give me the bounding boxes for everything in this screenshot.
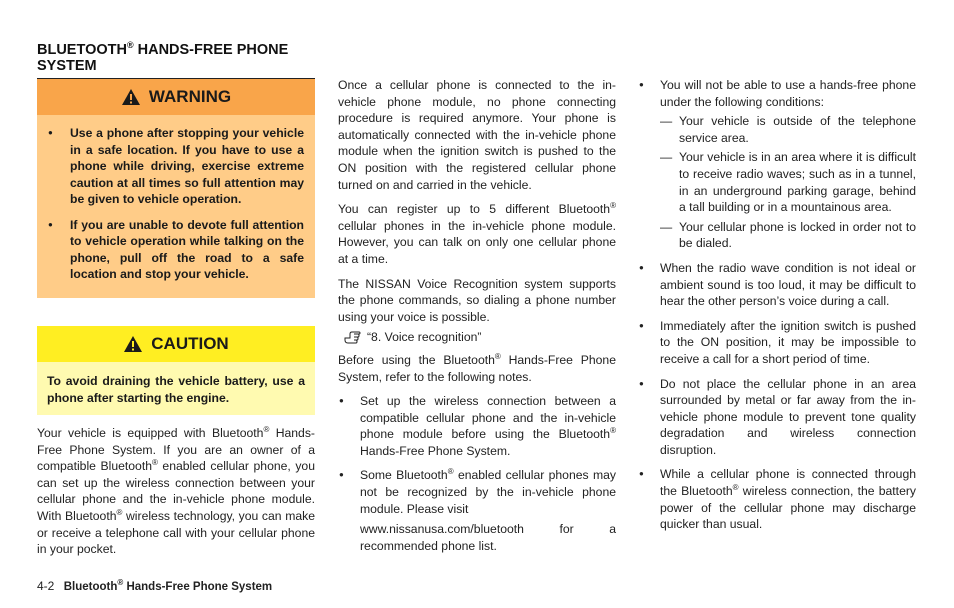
warning-item: ● If you are unable to devote full attention to vehicle operation while talking on the phone, pull off the road to a safe location and stop your vehicle.: [48, 217, 304, 283]
paragraph: You can register up to 5 different Bluetooth® cellular phones in the in-vehicle phone module. However, you can talk on only one cellular phone at a time.: [338, 201, 616, 266]
column-3: [638, 77, 916, 541]
list-item: ● Immediately after the ignition switch is pushed to the ON position, it may be impossible to receive a call for a short period of time.: [638, 318, 916, 368]
warning-triangle-icon: [121, 88, 141, 106]
intro-paragraph: Your vehicle is equipped with Bluetooth® Hands-Free Phone System. If you are an owner of a compatible Bluetooth® enabled cellular phone, you can set up the wireless connection between your cellular phone and the in-vehicle phone module. With Bluetooth® wireless technology, you can make or receive a telephone call with your cellular phone in your pocket.: [37, 424, 315, 557]
page-number: 4-2: [37, 578, 55, 593]
column-2: [338, 77, 616, 562]
paragraph: Once a cellular phone is connected to the in-vehicle phone module, no phone connecting procedure is required anymore. Your phone is automatically connected with the in-vehicle phone module when the ignition switch is pushed to the ON position with the registered cellular phone turned on and carried in the vehicle.: [338, 78, 616, 192]
warning-box: [37, 79, 315, 298]
list-item: ● Set up the wireless connection between a compatible cellular phone and the in-vehicle phone module before using the Bluetooth® Hands-Free Phone System.: [338, 393, 616, 459]
warning-list: [37, 115, 315, 298]
warning-triangle-icon: [123, 335, 143, 353]
column-1-text: [37, 425, 315, 566]
condition-list: [660, 113, 916, 252]
section-title: BLUETOOTH® HANDS-FREE PHONE SYSTEM: [37, 37, 315, 80]
cross-reference[interactable]: [344, 329, 616, 346]
list-item: ● When the radio wave condition is not ideal or ambient sound is too loud, it may be difficult to hear the other person’s voice during a call.: [638, 260, 916, 310]
website-link[interactable]: www.nissanusa.com/bluetooth for a recommended phone list.: [360, 522, 616, 553]
notes-list: [638, 77, 916, 533]
caution-text: To avoid draining the vehicle battery, use a phone after starting the engine.: [47, 374, 305, 405]
list-item: ● Some Bluetooth® enabled cellular phones may not be recognized by the in-vehicle phone module. Please visit www.nissanusa.com/bluetooth for a recommended phone list.: [338, 467, 616, 554]
caution-heading: CAUTION: [151, 334, 229, 353]
list-item: ● You will not be able to use a hands-free phone under the following conditions: — Your vehicle is outside of the telephone service area. — Your vehicle is in an area where it is difficult to receive radio waves; such as in a tunnel, in an underground parking garage, behind a tall building or in a mountainous area. — Your cellular phone is locked in order not to be dialed.: [638, 77, 916, 252]
condition-item: — Your vehicle is in an area where it is difficult to receive radio waves; such as in a tunnel, in an underground parking garage, behind a tall building or in a mountainous area.: [660, 149, 916, 215]
list-item: ● While a cellular phone is connected through the Bluetooth® wireless connection, the battery power of the cellular phone may discharge quicker than usual.: [638, 466, 916, 532]
page-footer: [37, 578, 272, 593]
caution-header: [37, 326, 315, 362]
warning-item: ● Use a phone after stopping your vehicle in a safe location. If you have to use a phone while driving, exercise extreme caution at all times so full attention may be given to vehicle operation.: [48, 125, 304, 208]
footer-title: Bluetooth® Hands-Free Phone System: [63, 578, 273, 593]
warning-header: [37, 79, 315, 115]
condition-item: — Your vehicle is outside of the telephone service area.: [660, 113, 916, 146]
paragraph: The NISSAN Voice Recognition system supports the phone commands, so dialing a phone number using your voice is possible.: [338, 276, 616, 324]
caution-box: [37, 326, 315, 415]
warning-heading: WARNING: [148, 87, 232, 106]
condition-item: — Your cellular phone is locked in order not to be dialed.: [660, 219, 916, 252]
paragraph: Before using the Bluetooth® Hands-Free Phone System, refer to the following notes.: [338, 351, 616, 384]
hand-pointer-icon: [344, 331, 361, 344]
list-item: ● Do not place the cellular phone in an area surrounded by metal or far away from the in-vehicle phone module to prevent tone quality degradation and wireless connection disruption.: [638, 376, 916, 459]
notes-list: [338, 393, 616, 554]
cross-reference-text: “8. Voice recognition”: [367, 330, 482, 345]
